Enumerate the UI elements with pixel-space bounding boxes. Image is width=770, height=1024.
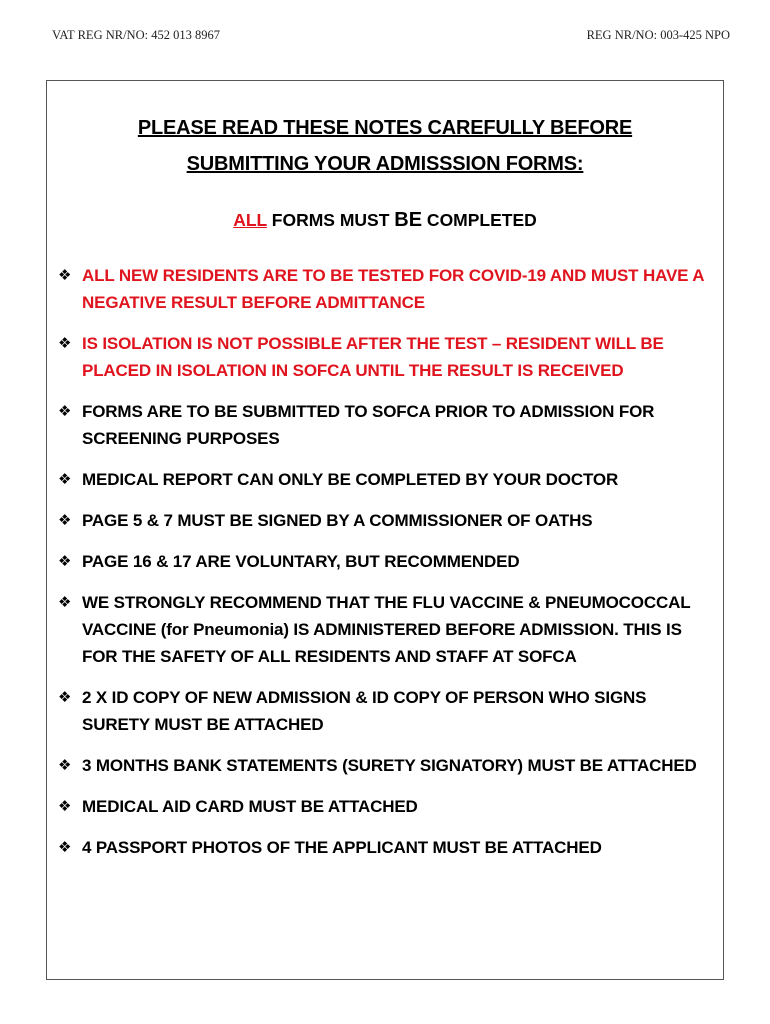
subtitle-forms-must: FORMS MUST bbox=[266, 210, 395, 230]
note-text: 3 MONTHS BANK STATEMENTS (SURETY SIGNATORY) MUST BE ATTACHED bbox=[82, 756, 697, 775]
list-item bbox=[58, 752, 710, 779]
note-text: MEDICAL REPORT CAN ONLY BE COMPLETED BY YOUR DOCTOR bbox=[82, 470, 619, 489]
diamond-bullet-icon: ❖ bbox=[58, 553, 72, 570]
diamond-bullet-icon: ❖ bbox=[58, 335, 72, 352]
note-text: PAGE 5 & 7 MUST BE SIGNED BY A COMMISSIONER OF OATHS bbox=[82, 511, 593, 530]
diamond-bullet-icon: ❖ bbox=[58, 471, 72, 488]
note-text: IS ISOLATION IS NOT POSSIBLE AFTER THE TEST – RESIDENT WILL BE PLACED IN ISOLATION IN SOFCA UNTIL THE RESULT IS RECEIVED bbox=[82, 334, 664, 380]
npo-registration-number: REG NR/NO: 003-425 NPO bbox=[586, 28, 730, 42]
diamond-bullet-icon: ❖ bbox=[58, 798, 72, 815]
notes-list bbox=[58, 262, 710, 875]
list-item bbox=[58, 548, 710, 575]
diamond-bullet-icon: ❖ bbox=[58, 267, 72, 284]
note-text: PAGE 16 & 17 ARE VOLUNTARY, BUT RECOMMENDED bbox=[82, 552, 520, 571]
note-text: FORMS ARE TO BE SUBMITTED TO SOFCA PRIOR TO ADMISSION FOR SCREENING PURPOSES bbox=[82, 402, 655, 448]
list-item bbox=[58, 398, 710, 452]
list-item bbox=[58, 507, 710, 534]
subtitle-completed: COMPLETED bbox=[422, 210, 537, 230]
list-item bbox=[58, 330, 710, 384]
list-item bbox=[58, 793, 710, 820]
subtitle-all: ALL bbox=[233, 210, 267, 230]
note-text: 2 X ID COPY OF NEW ADMISSION & ID COPY OF PERSON WHO SIGNS SURETY MUST BE ATTACHED bbox=[82, 688, 647, 734]
diamond-bullet-icon: ❖ bbox=[58, 757, 72, 774]
list-item bbox=[58, 589, 710, 670]
note-text: MEDICAL AID CARD MUST BE ATTACHED bbox=[82, 797, 418, 816]
page-title bbox=[46, 110, 724, 182]
diamond-bullet-icon: ❖ bbox=[58, 839, 72, 856]
list-item bbox=[58, 466, 710, 493]
diamond-bullet-icon: ❖ bbox=[58, 512, 72, 529]
note-text: ALL NEW RESIDENTS ARE TO BE TESTED FOR COVID-19 AND MUST HAVE A NEGATIVE RESULT BEFORE ADMITTANCE bbox=[82, 266, 704, 312]
list-item bbox=[58, 262, 710, 316]
subtitle-be: BE bbox=[394, 209, 423, 231]
diamond-bullet-icon: ❖ bbox=[58, 403, 72, 420]
forms-completed-subtitle bbox=[46, 205, 724, 235]
note-text: WE STRONGLY RECOMMEND THAT THE FLU VACCINE & PNEUMOCOCCAL VACCINE (for Pneumonia) IS ADMINISTERED BEFORE ADMISSION. THIS IS FOR THE SAFETY OF ALL RESIDENTS AND STAFF AT SOFCA bbox=[82, 593, 691, 666]
vat-registration-number: VAT REG NR/NO: 452 013 8967 bbox=[52, 28, 220, 42]
list-item bbox=[58, 684, 710, 738]
diamond-bullet-icon: ❖ bbox=[58, 689, 72, 706]
list-item bbox=[58, 834, 710, 861]
diamond-bullet-icon: ❖ bbox=[58, 594, 72, 611]
note-text: 4 PASSPORT PHOTOS OF THE APPLICANT MUST BE ATTACHED bbox=[82, 838, 602, 857]
page-title-line-1: PLEASE READ THESE NOTES CAREFULLY BEFORE bbox=[137, 117, 633, 139]
page-title-line-2: SUBMITTING YOUR ADMISSSION FORMS: bbox=[186, 153, 584, 175]
